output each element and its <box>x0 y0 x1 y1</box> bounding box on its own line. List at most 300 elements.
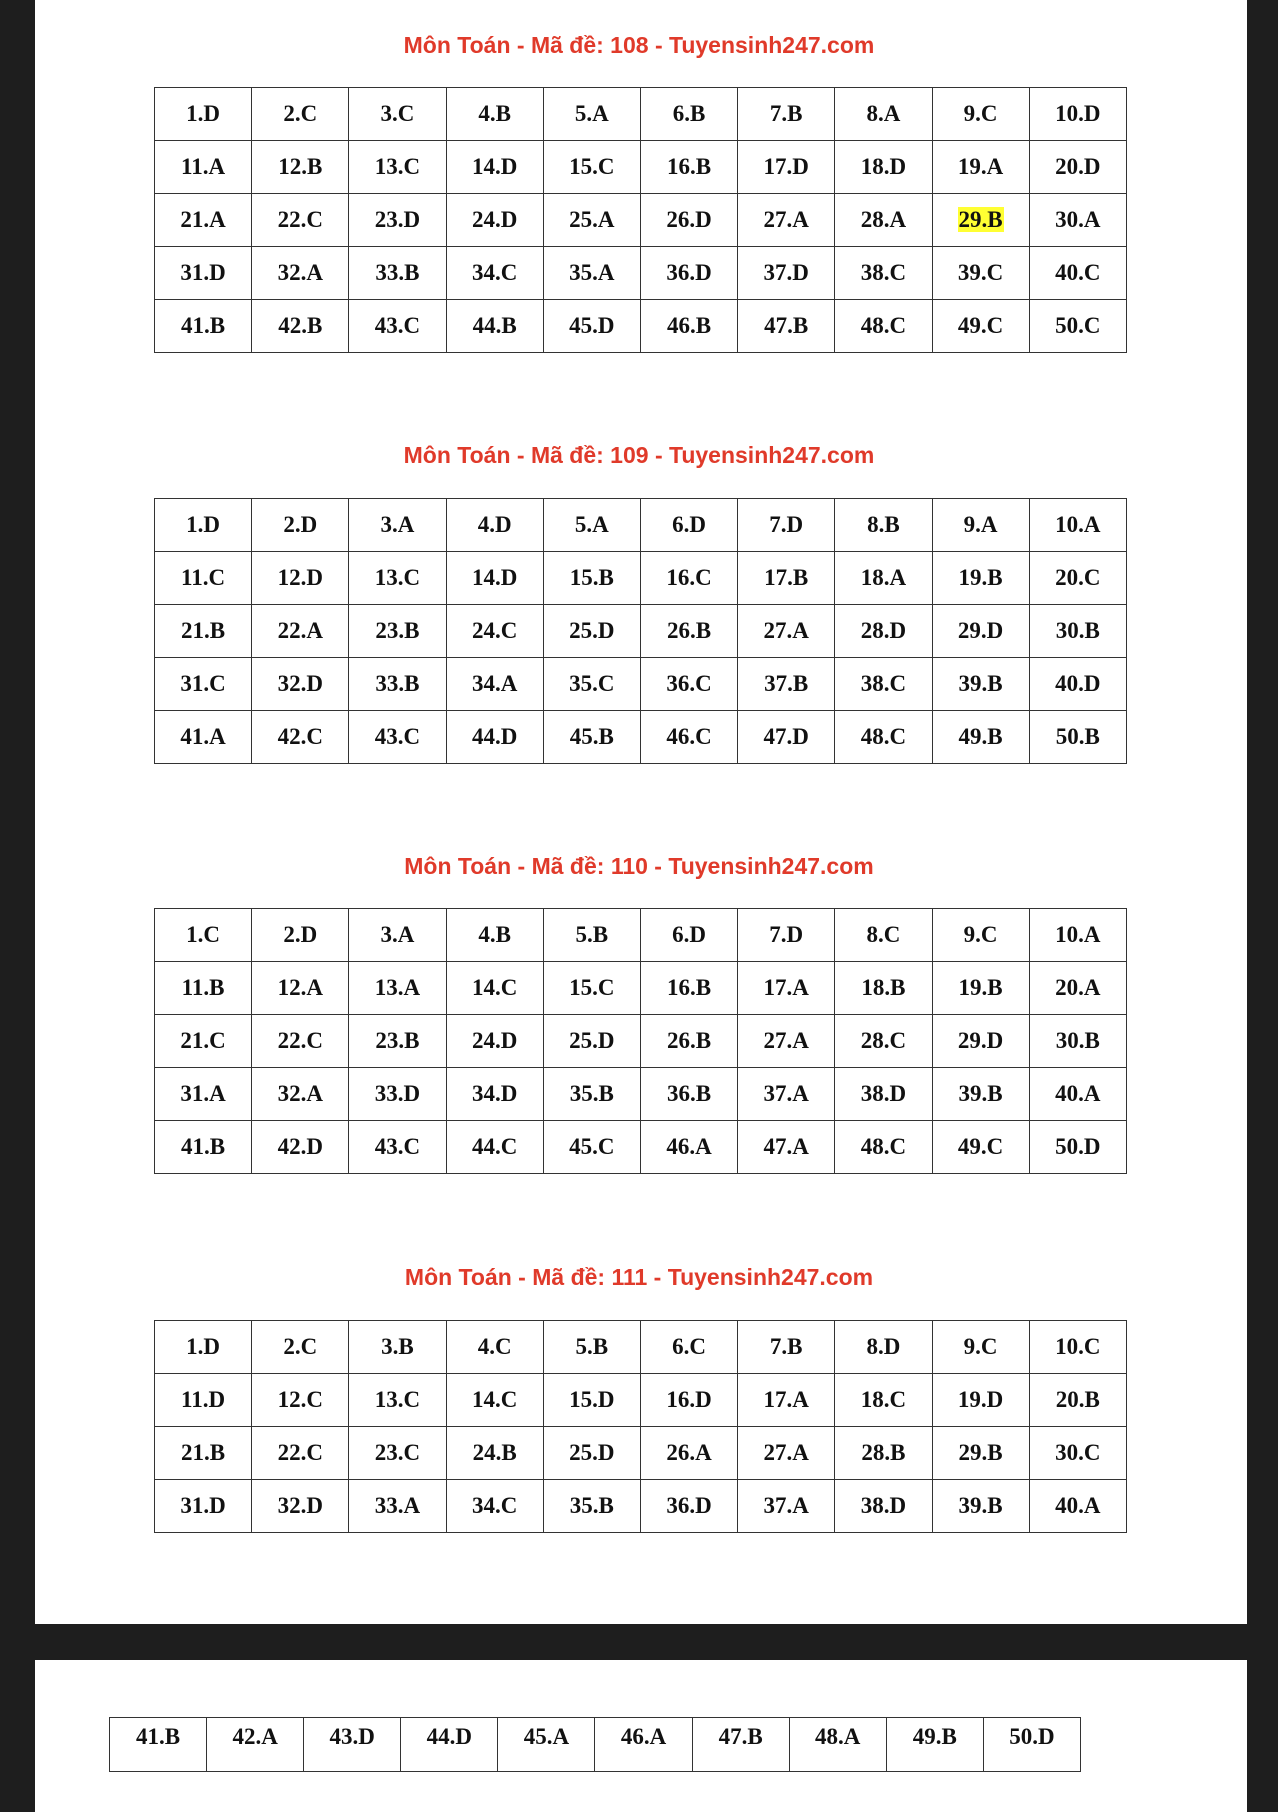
answer-text: 39.B <box>958 1081 1003 1106</box>
answer-cell <box>155 711 252 764</box>
answer-text: 34.C <box>471 260 518 285</box>
answer-text: 16.B <box>666 975 712 1000</box>
answer-text: 26.B <box>666 618 712 643</box>
answer-cell <box>1029 141 1126 194</box>
answer-text: 9.C <box>963 922 998 947</box>
table-row <box>155 909 1127 962</box>
answer-text: 17.D <box>763 154 809 179</box>
answer-cell <box>349 552 446 605</box>
table-row <box>155 1321 1127 1374</box>
answer-text: 31.D <box>180 260 226 285</box>
answer-cell <box>543 141 640 194</box>
answer-text: 4.B <box>478 922 511 947</box>
answer-text: 38.C <box>860 260 907 285</box>
answer-text: 20.C <box>1055 565 1101 590</box>
answer-cell <box>252 711 349 764</box>
answer-text: 8.D <box>866 1334 901 1359</box>
answer-text: 42.A <box>232 1724 278 1749</box>
table-row <box>155 1015 1127 1068</box>
answer-text: 6.B <box>672 101 706 126</box>
answer-cell <box>110 1718 207 1772</box>
answer-cell <box>932 605 1029 658</box>
answer-cell <box>543 962 640 1015</box>
answer-cell <box>207 1718 304 1772</box>
answer-text: 5.B <box>575 1334 609 1359</box>
answer-text: 24.C <box>471 618 518 643</box>
answer-cell <box>1029 711 1126 764</box>
answer-text: 36.C <box>666 671 712 696</box>
answer-cell <box>738 711 835 764</box>
answer-cell <box>932 1374 1029 1427</box>
answer-text: 18.C <box>860 1387 907 1412</box>
answer-cell <box>738 1015 835 1068</box>
answer-cell <box>543 1480 640 1533</box>
answer-text: 17.A <box>763 1387 809 1412</box>
answer-text: 47.B <box>764 313 809 338</box>
answer-cell <box>446 1321 543 1374</box>
answer-text: 49.B <box>958 724 1003 749</box>
answer-cell <box>932 1427 1029 1480</box>
answer-cell <box>349 711 446 764</box>
answer-cell <box>446 300 543 353</box>
answer-text: 42.D <box>277 1134 323 1159</box>
answer-cell <box>252 1427 349 1480</box>
answer-text: 31.D <box>180 1493 226 1518</box>
answer-table-110 <box>154 908 1127 1174</box>
answer-text: 10.A <box>1055 512 1101 537</box>
answer-text: 4.B <box>478 101 511 126</box>
answer-cell <box>446 909 543 962</box>
answer-text: 1.D <box>186 512 221 537</box>
answer-text: 32.A <box>277 260 323 285</box>
answer-text: 43.C <box>374 724 421 749</box>
answer-text: 12.A <box>277 975 323 1000</box>
answer-cell <box>932 1480 1029 1533</box>
answer-cell <box>738 1121 835 1174</box>
answer-cell <box>640 711 737 764</box>
answer-cell <box>738 300 835 353</box>
answer-cell <box>446 88 543 141</box>
answer-text: 49.C <box>957 313 1004 338</box>
answer-cell <box>543 300 640 353</box>
answer-cell <box>349 141 446 194</box>
answer-cell <box>446 1427 543 1480</box>
answer-text: 13.A <box>374 975 421 1000</box>
answer-cell <box>738 962 835 1015</box>
answer-cell <box>738 605 835 658</box>
answer-text: 15.D <box>569 1387 615 1412</box>
answer-cell <box>835 658 932 711</box>
answer-cell <box>543 247 640 300</box>
answer-cell <box>349 1427 446 1480</box>
answer-cell <box>835 1015 932 1068</box>
answer-cell <box>1029 909 1126 962</box>
answer-cell <box>640 194 737 247</box>
answer-cell <box>349 300 446 353</box>
answer-cell <box>155 88 252 141</box>
answer-text: 50.D <box>1009 1724 1055 1749</box>
answer-text: 46.C <box>666 724 712 749</box>
answer-cell <box>1029 1480 1126 1533</box>
answer-text: 23.B <box>375 618 420 643</box>
answer-text: 30.C <box>1055 1440 1101 1465</box>
answer-text: 32.A <box>277 1081 323 1106</box>
answer-cell <box>401 1718 498 1772</box>
answer-text: 30.A <box>1055 207 1101 232</box>
answer-cell <box>738 552 835 605</box>
answer-text: 49.C <box>957 1134 1004 1159</box>
answer-text: 14.D <box>471 154 518 179</box>
answer-text: 3.A <box>380 922 415 947</box>
answer-text: 12.B <box>278 154 323 179</box>
answer-text: 6.D <box>672 922 706 947</box>
answer-cell <box>252 962 349 1015</box>
answer-text: 29.D <box>957 618 1004 643</box>
answer-text: 39.C <box>957 260 1004 285</box>
answer-text: 41.B <box>136 1724 181 1749</box>
answer-cell <box>543 909 640 962</box>
answer-text: 42.C <box>277 724 323 749</box>
answer-cell <box>640 962 737 1015</box>
answer-cell <box>932 1321 1029 1374</box>
answer-text: 12.D <box>277 565 323 590</box>
answer-cell <box>1029 499 1126 552</box>
answer-text: 27.A <box>763 618 809 643</box>
answer-text: 28.C <box>860 1028 907 1053</box>
answer-cell <box>498 1718 595 1772</box>
answer-text: 45.C <box>569 1134 615 1159</box>
answer-cell <box>932 552 1029 605</box>
answer-cell <box>983 1718 1080 1772</box>
answer-cell <box>932 1121 1029 1174</box>
answer-cell <box>349 194 446 247</box>
answer-cell <box>543 1121 640 1174</box>
answer-cell <box>252 1321 349 1374</box>
answer-text: 32.D <box>277 671 323 696</box>
answer-cell <box>349 88 446 141</box>
answer-text: 10.D <box>1055 101 1101 126</box>
answer-text: 44.D <box>471 724 518 749</box>
answer-cell <box>446 141 543 194</box>
answer-text: 43.D <box>329 1724 375 1749</box>
answer-cell <box>543 1374 640 1427</box>
answer-cell <box>835 499 932 552</box>
answer-cell <box>932 1068 1029 1121</box>
answer-cell <box>543 88 640 141</box>
table-row <box>155 1480 1127 1533</box>
answer-text: 22.C <box>277 1440 323 1465</box>
answer-cell <box>1029 1015 1126 1068</box>
answer-text: 15.C <box>569 975 615 1000</box>
answer-text: 6.D <box>672 512 706 537</box>
answer-cell <box>640 300 737 353</box>
answer-text: 32.D <box>277 1493 323 1518</box>
answer-cell <box>349 1121 446 1174</box>
answer-text: 40.A <box>1055 1493 1101 1518</box>
answer-cell <box>349 499 446 552</box>
answer-cell <box>446 658 543 711</box>
answer-cell <box>738 1068 835 1121</box>
answer-text: 40.A <box>1055 1081 1101 1106</box>
answer-text: 10.A <box>1055 922 1101 947</box>
table-row <box>155 1427 1127 1480</box>
answer-text: 45.B <box>569 724 614 749</box>
answer-cell <box>349 247 446 300</box>
answer-cell <box>640 1427 737 1480</box>
answer-cell <box>304 1718 401 1772</box>
answer-text: 19.A <box>957 154 1004 179</box>
answer-cell <box>155 194 252 247</box>
answer-cell <box>738 194 835 247</box>
answer-text: 29.B <box>958 1440 1003 1465</box>
answer-cell <box>738 499 835 552</box>
answer-cell <box>543 194 640 247</box>
answer-cell <box>349 1374 446 1427</box>
answer-cell <box>1029 1121 1126 1174</box>
answer-text: 38.C <box>860 671 907 696</box>
answer-cell <box>543 552 640 605</box>
answer-text: 16.B <box>666 154 712 179</box>
answer-cell <box>738 1427 835 1480</box>
answer-cell <box>252 1068 349 1121</box>
answer-cell <box>349 1480 446 1533</box>
answer-text: 11.A <box>181 154 226 179</box>
answer-text: 41.B <box>181 1134 226 1159</box>
answer-cell <box>640 605 737 658</box>
answer-cell <box>155 1480 252 1533</box>
answer-text: 9.A <box>963 512 998 537</box>
answer-cell <box>543 658 640 711</box>
answer-cell <box>835 88 932 141</box>
table-row <box>155 1121 1127 1174</box>
answer-cell <box>1029 658 1126 711</box>
answer-cell <box>252 1121 349 1174</box>
answer-text: 48.A <box>815 1724 861 1749</box>
answer-text: 11.C <box>181 565 226 590</box>
answer-text: 24.D <box>471 207 518 232</box>
answer-cell <box>446 499 543 552</box>
answer-text: 21.A <box>180 207 226 232</box>
answer-table-108 <box>154 87 1127 353</box>
answer-text: 9.C <box>963 1334 998 1359</box>
answer-cell <box>349 962 446 1015</box>
answer-cell <box>738 1374 835 1427</box>
table-row <box>155 141 1127 194</box>
answer-text: 18.D <box>860 154 907 179</box>
answer-cell <box>1029 1427 1126 1480</box>
answer-cell <box>1029 194 1126 247</box>
answer-cell <box>835 1427 932 1480</box>
answer-text: 25.D <box>569 618 615 643</box>
table-row <box>155 300 1127 353</box>
answer-text: 8.A <box>866 101 901 126</box>
answer-cell <box>738 1480 835 1533</box>
answer-text: 31.A <box>180 1081 226 1106</box>
answer-cell <box>446 1480 543 1533</box>
answer-text: 23.D <box>374 207 421 232</box>
answer-cell <box>252 88 349 141</box>
answer-cell <box>349 909 446 962</box>
answer-text: 22.C <box>277 1028 323 1053</box>
answer-text: 1.D <box>186 101 221 126</box>
answer-cell <box>835 1374 932 1427</box>
answer-text: 15.C <box>569 154 615 179</box>
answer-cell <box>1029 88 1126 141</box>
answer-text: 4.C <box>477 1334 512 1359</box>
answer-cell <box>789 1718 886 1772</box>
answer-cell <box>446 552 543 605</box>
answer-text: 46.B <box>666 313 712 338</box>
answer-cell <box>738 141 835 194</box>
answer-cell <box>252 1374 349 1427</box>
answer-cell <box>640 88 737 141</box>
answer-text: 41.B <box>181 313 226 338</box>
answer-cell <box>155 1321 252 1374</box>
answer-cell <box>932 141 1029 194</box>
answer-cell <box>835 194 932 247</box>
answer-text: 4.D <box>477 512 512 537</box>
answer-text: 13.C <box>374 565 421 590</box>
answer-table-111 <box>154 1320 1127 1533</box>
answer-cell <box>738 247 835 300</box>
answer-text: 27.A <box>763 1440 809 1465</box>
answer-cell <box>640 909 737 962</box>
answer-cell <box>1029 300 1126 353</box>
answer-cell <box>932 909 1029 962</box>
answer-cell <box>835 1480 932 1533</box>
answer-text: 3.B <box>381 1334 414 1359</box>
answer-cell <box>252 658 349 711</box>
answer-cell <box>155 300 252 353</box>
answer-cell <box>640 1374 737 1427</box>
answer-text: 44.D <box>426 1724 473 1749</box>
answer-cell <box>835 711 932 764</box>
answer-text: 20.B <box>1055 1387 1100 1412</box>
answer-cell <box>155 1015 252 1068</box>
section-title-109: Môn Toán - Mã đề: 109 - Tuyensinh247.com <box>403 442 875 468</box>
section-title-108: Môn Toán - Mã đề: 108 - Tuyensinh247.com <box>403 32 875 58</box>
answer-cell <box>155 247 252 300</box>
answer-cell <box>543 605 640 658</box>
answer-text: 7.D <box>769 922 804 947</box>
table-row <box>155 711 1127 764</box>
answer-text: 35.B <box>569 1081 614 1106</box>
answer-text: 1.C <box>186 922 221 947</box>
answer-cell <box>446 247 543 300</box>
answer-text: 9.C <box>963 101 998 126</box>
answer-text: 48.C <box>860 313 907 338</box>
table-row <box>155 247 1127 300</box>
answer-text: 38.D <box>860 1493 907 1518</box>
answer-text: 39.B <box>958 1493 1003 1518</box>
answer-cell <box>155 1374 252 1427</box>
answer-cell <box>1029 962 1126 1015</box>
answer-cell <box>349 658 446 711</box>
answer-text: 19.B <box>958 565 1003 590</box>
answer-text: 50.C <box>1055 313 1101 338</box>
answer-cell <box>835 247 932 300</box>
answer-text: 7.B <box>769 1334 803 1359</box>
answer-cell <box>640 247 737 300</box>
answer-text: 44.C <box>471 1134 518 1159</box>
answer-text: 28.D <box>860 618 907 643</box>
answer-cell <box>155 1121 252 1174</box>
answer-text: 43.C <box>374 1134 421 1159</box>
answer-text: 21.B <box>181 1440 226 1465</box>
answer-text: 2.D <box>283 922 318 947</box>
answer-cell <box>1029 1374 1126 1427</box>
answer-cell <box>692 1718 789 1772</box>
answer-cell <box>446 1015 543 1068</box>
answer-text: 2.C <box>283 1334 318 1359</box>
table-row <box>110 1718 1081 1772</box>
answer-text: 19.B <box>958 975 1003 1000</box>
answer-cell <box>835 141 932 194</box>
answer-text: 50.D <box>1055 1134 1101 1159</box>
answer-table-109 <box>154 498 1127 764</box>
answer-text: 47.A <box>763 1134 809 1159</box>
answer-cell <box>446 962 543 1015</box>
answer-text: 34.C <box>471 1493 518 1518</box>
answer-text: 12.C <box>277 1387 323 1412</box>
answer-text: 15.B <box>569 565 614 590</box>
answer-text: 20.A <box>1055 975 1101 1000</box>
answer-cell <box>738 909 835 962</box>
answer-cell <box>1029 605 1126 658</box>
answer-cell <box>155 658 252 711</box>
answer-text: 34.A <box>471 671 518 696</box>
answer-cell <box>738 88 835 141</box>
answer-text: 26.B <box>666 1028 712 1053</box>
answer-cell <box>640 1121 737 1174</box>
answer-cell <box>155 499 252 552</box>
answer-text: 37.D <box>763 260 809 285</box>
answer-text: 21.B <box>181 618 226 643</box>
answer-text: 7.B <box>769 101 803 126</box>
answer-text: 5.B <box>575 922 609 947</box>
answer-cell <box>446 1374 543 1427</box>
table-row <box>155 605 1127 658</box>
answer-text: 30.B <box>1055 618 1100 643</box>
table-row <box>155 1068 1127 1121</box>
answer-text: 16.D <box>666 1387 712 1412</box>
answer-cell <box>446 1068 543 1121</box>
section-title-110: Môn Toán - Mã đề: 110 - Tuyensinh247.com <box>404 853 874 879</box>
answer-cell <box>932 88 1029 141</box>
answer-text: 36.B <box>666 1081 712 1106</box>
answer-text: 42.B <box>278 313 323 338</box>
answer-cell <box>886 1718 983 1772</box>
answer-text: 31.C <box>180 671 226 696</box>
answer-cell <box>640 141 737 194</box>
answer-cell <box>835 552 932 605</box>
answer-cell <box>252 605 349 658</box>
answer-cell <box>835 909 932 962</box>
answer-cell <box>835 1321 932 1374</box>
answer-cell <box>252 141 349 194</box>
answer-cell <box>640 658 737 711</box>
answer-text: 8.B <box>867 512 900 537</box>
answer-cell <box>155 1427 252 1480</box>
answer-text: 14.C <box>471 1387 518 1412</box>
answer-text: 46.A <box>666 1134 712 1159</box>
answer-cell <box>738 1321 835 1374</box>
answer-cell <box>446 711 543 764</box>
answer-text: 17.B <box>764 565 809 590</box>
answer-cell <box>446 605 543 658</box>
answer-text: 50.B <box>1055 724 1100 749</box>
answer-text: 49.B <box>912 1724 957 1749</box>
